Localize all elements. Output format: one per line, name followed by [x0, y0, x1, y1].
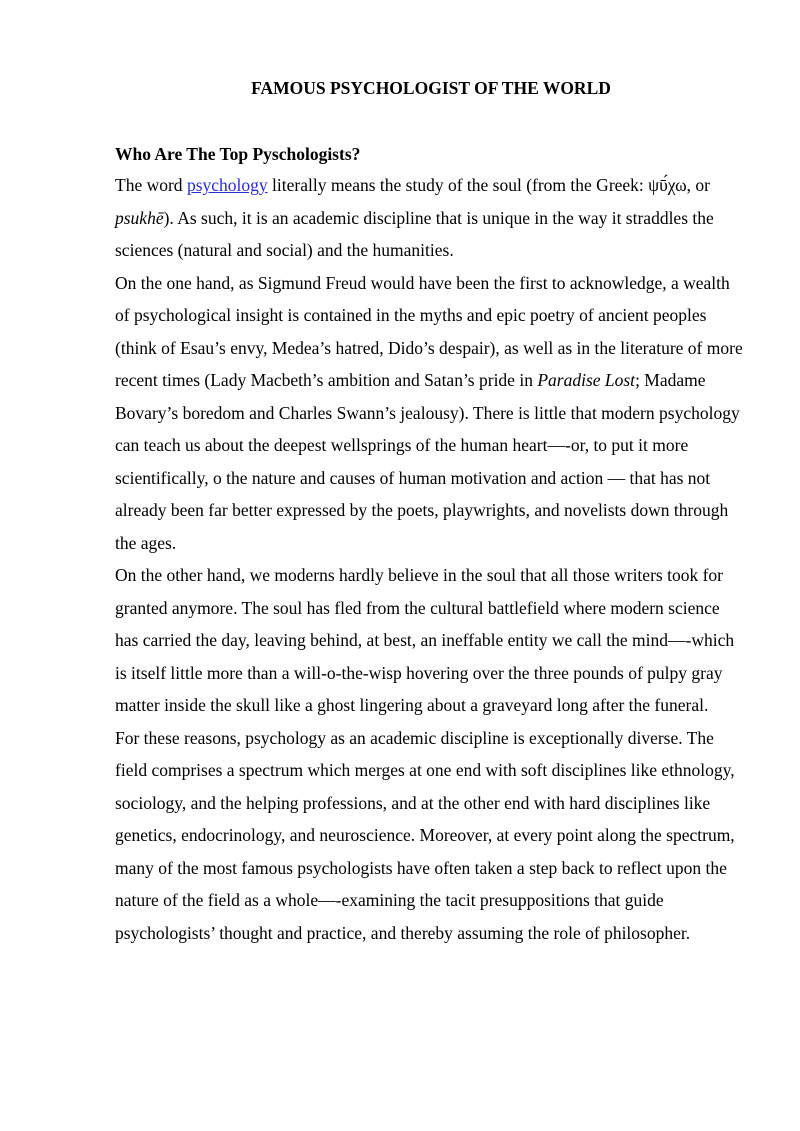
- section-heading: Who Are The Top Pyschologists?: [115, 144, 361, 164]
- paragraph-3: On the other hand, we moderns hardly believe in the soul that all those writers took for granted anymore. The soul has fled from the cultural battlefield where modern science has carried the day, leaving behind, at best, an ineffable entity we call the mind—-which is itself little more than a will-o-the-wisp hovering over the three pounds of pulpy gray matter inside the skull like a ghost lingering about a graveyard long after the funeral.: [115, 565, 735, 715]
- paragraph-1-end: ). As such, it is an academic discipline that is unique in the way it straddles the sciences (natural and social) and the humanities.: [115, 207, 714, 260]
- paragraph-4: For these reasons, psychology as an academic discipline is exceptionally diverse. The field comprises a spectrum which merges at one end with soft disciplines like ethnology, sociology, and the helping professions, and at the other end with hard disciplines like genetics, endocrinology, and neuroscience. Moreover, at every point along the spectrum, many of the most famous psychologists have often taken a step back to reflect upon the nature of the field as a whole—-examining the tacit presuppositions that guide psychologists’ thought and practice, and thereby assuming the role of philosopher.: [115, 727, 735, 943]
- paragraph-1-italic: psukhē: [115, 207, 164, 228]
- document-title: FAMOUS PSYCHOLOGIST OF THE WORLD: [251, 78, 611, 98]
- paragraph-1-middle: literally means the study of the soul (from the Greek: ψῡ́χω, or: [267, 175, 711, 195]
- paragraph-2-start: On the one hand, as Sigmund Freud would have been the first to acknowledge, a wealth of psychological insight is contained in the myths and epic poetry of ancient peoples (think of Esau’s envy, Medea’s hatred, Dido’s despair), as well as in the literature of more recent times (Lady Macbeth’s ambition and Satan’s pride in: [115, 272, 743, 390]
- document-body: [115, 169, 747, 949]
- paragraph-2: [115, 267, 747, 560]
- paragraph-1: [115, 169, 747, 267]
- paragraph-1-start: The word: [115, 175, 187, 195]
- paragraph-2-italic: Paradise Lost: [537, 370, 636, 390]
- paragraph-2-end: ; Madame Bovary’s boredom and Charles Swann’s jealousy). There is little that modern psychology can teach us about the deepest wellsprings of the human heart—-or, to put it more scientifically, o the nature and causes of human motivation and action — that has not already been far better expressed by the poets, playwrights, and novelists down through the ages.: [115, 370, 740, 553]
- psychology-link[interactable]: psychology: [186, 175, 268, 195]
